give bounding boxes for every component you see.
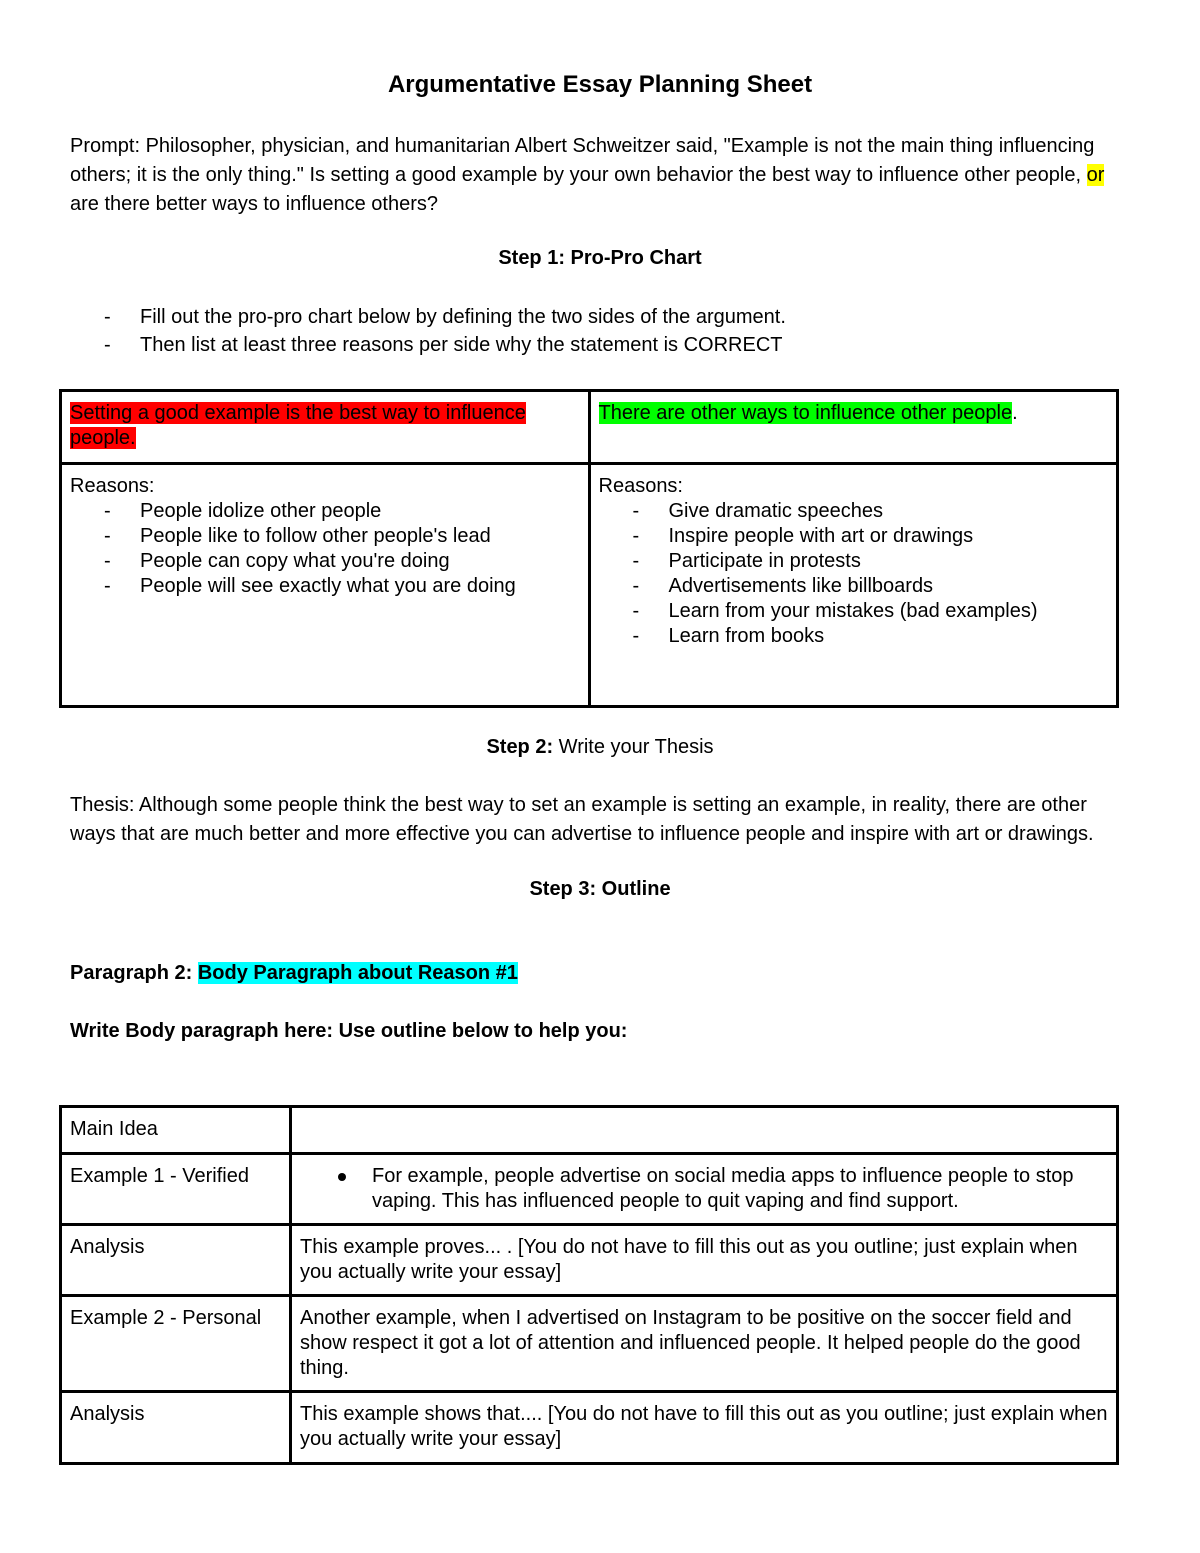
reasons-label: Reasons: — [70, 475, 155, 497]
dash-marker: - — [632, 625, 640, 647]
step2-label: Step 2: — [486, 736, 554, 758]
chart-right-reasons — [589, 464, 1118, 707]
prompt-text-after: are there better ways to influence others? — [70, 193, 438, 215]
list-item — [70, 524, 580, 549]
list-item — [599, 624, 1109, 649]
step2-heading — [0, 736, 1200, 759]
outline-table — [59, 1105, 1119, 1465]
prompt-text — [70, 132, 1130, 219]
chart-left-side — [61, 391, 590, 464]
reason-text: People like to follow other people's lead — [140, 525, 491, 547]
table-row — [61, 1296, 1118, 1392]
instruction-text: Fill out the pro-pro chart below by defining the two sides of the argument. — [140, 306, 786, 328]
page-title: Argumentative Essay Planning Sheet — [387, 71, 813, 98]
reason-text: Advertisements like billboards — [668, 575, 934, 597]
dash-marker: - — [104, 500, 111, 522]
chart-left-reasons — [61, 464, 590, 707]
paragraph2-highlight: Body Paragraph about Reason #1 — [197, 962, 518, 984]
step1-heading: Step 1: Pro-Pro Chart — [498, 247, 702, 269]
dash-marker: - — [104, 306, 111, 328]
list-item — [70, 499, 580, 524]
left-reason-list — [70, 499, 580, 599]
reason-text: People can copy what you're doing — [140, 550, 450, 572]
bullet-icon — [338, 1173, 346, 1181]
table-row — [61, 1392, 1118, 1464]
dash-marker: - — [104, 550, 111, 572]
chart-right-side — [589, 391, 1118, 464]
outline-label: Analysis — [61, 1225, 291, 1296]
table-row — [61, 1107, 1118, 1154]
outline-content — [291, 1107, 1118, 1154]
outline-label: Analysis — [61, 1392, 291, 1464]
write-body-instruction: Write Body paragraph here: Use outline below to help you: — [70, 1020, 628, 1042]
reason-text: Give dramatic speeches — [668, 500, 884, 522]
list-item — [599, 499, 1109, 524]
prompt-highlight-or: or — [1086, 164, 1105, 186]
reason-text: Participate in protests — [668, 550, 861, 572]
dash-marker: - — [104, 525, 111, 547]
list-item — [70, 574, 580, 599]
outline-label: Example 2 - Personal — [61, 1296, 291, 1392]
paragraph2-heading — [70, 962, 518, 985]
step1-instruction-item — [70, 303, 1130, 331]
outline-label: Example 1 - Verified — [61, 1154, 291, 1225]
dash-marker: - — [632, 500, 640, 522]
list-item — [70, 549, 580, 574]
list-item — [599, 549, 1109, 574]
thesis-text: Thesis: Although some people think the best way to set an example is setting an example, in reality, there are other ways that are much better and more effective you can advertise to influence people and inspire with art or drawings. — [70, 794, 1094, 845]
right-side-text: There are other ways to influence other people — [598, 402, 1013, 424]
table-row — [61, 1154, 1118, 1225]
list-item — [599, 524, 1109, 549]
step1-instruction-item — [70, 331, 1130, 359]
reason-text: Learn from your mistakes (bad examples) — [668, 600, 1038, 622]
instruction-text: Then list at least three reasons per side why the statement is CORRECT — [140, 334, 783, 356]
step2-text: Write your Thesis — [553, 736, 714, 758]
dash-marker: - — [632, 550, 640, 572]
outline-label: Main Idea — [61, 1107, 291, 1154]
pro-pro-chart — [59, 389, 1119, 708]
outline-content — [291, 1154, 1118, 1225]
reasons-label: Reasons: — [598, 475, 683, 497]
outline-content: Another example, when I advertised on Instagram to be positive on the soccer field and show respect it got a lot of attention and influenced people. It helped people do the good thing. — [291, 1296, 1118, 1392]
dash-marker: - — [632, 525, 640, 547]
reason-text: People idolize other people — [140, 500, 382, 522]
paragraph2-label: Paragraph 2: — [70, 962, 198, 984]
table-row — [61, 1225, 1118, 1296]
reason-text: People will see exactly what you are doing — [140, 575, 516, 597]
step1-instructions — [70, 303, 1130, 359]
step3-heading: Step 3: Outline — [529, 878, 671, 900]
outline-content: This example proves... . [You do not have to fill this out as you outline; just explain when you actually write your essay] — [291, 1225, 1118, 1296]
prompt-text-before: Prompt: Philosopher, physician, and humanitarian Albert Schweitzer said, "Example is not the main thing influencing others; it is the only thing." Is setting a good example by your own behavior the best way to influence other people, — [70, 135, 1095, 186]
dash-marker: - — [104, 334, 111, 356]
example1-bullet-list — [300, 1164, 1108, 1214]
list-item — [599, 574, 1109, 599]
dash-marker: - — [104, 575, 111, 597]
left-side-text: Setting a good example is the best way to influence people. — [70, 402, 526, 449]
list-item — [300, 1164, 1108, 1214]
example1-text: For example, people advertise on social media apps to influence people to stop vaping. This has influenced people to quit vaping and find support. — [372, 1165, 1074, 1212]
dash-marker: - — [632, 575, 640, 597]
outline-content: This example shows that.... [You do not have to fill this out as you outline; just explain when you actually write your essay] — [291, 1392, 1118, 1464]
reason-text: Inspire people with art or drawings — [668, 525, 974, 547]
list-item — [599, 599, 1109, 624]
dash-marker: - — [632, 600, 640, 622]
reason-text: Learn from books — [668, 625, 825, 647]
right-side-suffix: . — [1012, 402, 1018, 424]
right-reason-list — [599, 499, 1109, 649]
